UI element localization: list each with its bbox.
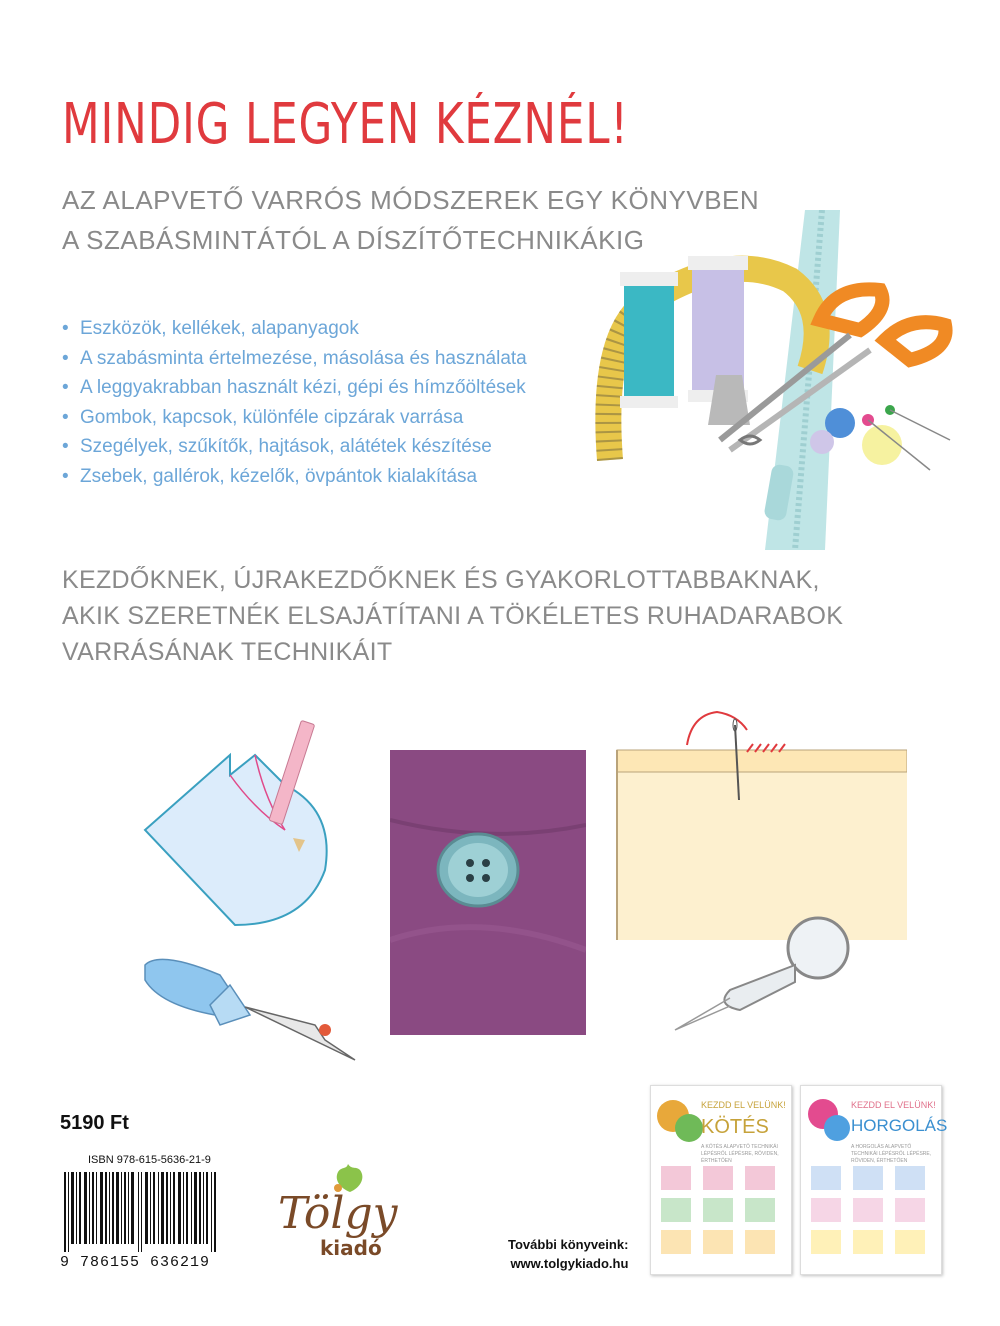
audience-line-2: AKIK SZERETNÉK ELSAJÁTÍTANI A TÖKÉLETES RUHADARABOK — [62, 602, 844, 630]
more-books-label: További könyveink: — [508, 1237, 629, 1252]
publisher-sub: kiadó — [320, 1236, 382, 1260]
barcode-digits: 9 786155 636219 — [60, 1254, 211, 1271]
book-subtitle: A KÖTÉS ALAPVETŐ TECHNIKÁI LÉPÉSRŐL LÉPÉSRE, RÖVIDEN, ÉRTHETŐEN — [701, 1144, 779, 1164]
more-books — [508, 1235, 628, 1273]
list-item: • Gombok, kapcsok, különféle cipzárak varrása — [62, 406, 464, 428]
list-item: • Zsebek, gallérok, kézelők, övpántok kialakítása — [62, 465, 478, 487]
book-series: KEZDD EL VELÜNK! — [701, 1100, 786, 1110]
subtitle-line-2: A SZABÁSMINTÁTÓL A DÍSZÍTŐTECHNIKÁKIG — [62, 225, 645, 255]
book-series: KEZDD EL VELÜNK! — [851, 1100, 936, 1110]
button-on-fabric-photo — [390, 750, 586, 1035]
hem-stitch-illustration — [607, 700, 907, 940]
yarn-illustration — [801, 1086, 941, 1274]
barcode-icon — [60, 1172, 225, 1252]
isbn: ISBN 978-615-5636-21-9 — [88, 1154, 211, 1166]
more-books-url[interactable]: www.tolgykiado.hu — [510, 1256, 629, 1271]
book-title: HORGOLÁS — [851, 1116, 948, 1135]
price: 5190 Ft — [60, 1112, 129, 1134]
audience-line-3: VARRÁSÁNAK TECHNIKÁIT — [62, 638, 393, 666]
needle-threader-illustration — [670, 910, 860, 1040]
headline: MINDIG LEGYEN KÉZNÉL! — [62, 92, 629, 157]
book-title: KÖTÉS — [701, 1116, 769, 1138]
book-cover-kotes[interactable] — [650, 1085, 792, 1275]
list-item: • Szegélyek, szűkítők, hajtások, alátétek készítése — [62, 436, 492, 458]
audience-line-1: KEZDŐKNEK, ÚJRAKEZDŐKNEK ÉS GYAKORLOTTABBAKNAK, — [62, 566, 820, 594]
seam-ripper-illustration — [140, 945, 370, 1075]
publisher-name: Tölgy — [278, 1188, 398, 1239]
subtitle-line-1: AZ ALAPVETŐ VARRÓS MÓDSZEREK EGY KÖNYVBEN — [62, 185, 760, 215]
pattern-pencil-illustration — [135, 700, 375, 930]
list-item: • Eszközök, kellékek, alapanyagok — [62, 318, 359, 339]
sewing-tools-photo — [590, 210, 990, 550]
book-subtitle: A HORGOLÁS ALAPVETŐ TECHNIKÁI LÉPÉSRŐL LÉPÉSRE, RÖVIDEN, ÉRTHETŐEN — [851, 1144, 932, 1164]
button-icon — [390, 750, 586, 1035]
yarn-illustration — [651, 1086, 791, 1274]
list-item: • A leggyakrabban használt kézi, gépi és hímzőöltések — [62, 377, 526, 399]
list-item: • A szabásminta értelmezése, másolása és használata — [62, 347, 527, 369]
feature-list — [62, 314, 527, 492]
book-cover-horgolas[interactable] — [800, 1085, 948, 1275]
